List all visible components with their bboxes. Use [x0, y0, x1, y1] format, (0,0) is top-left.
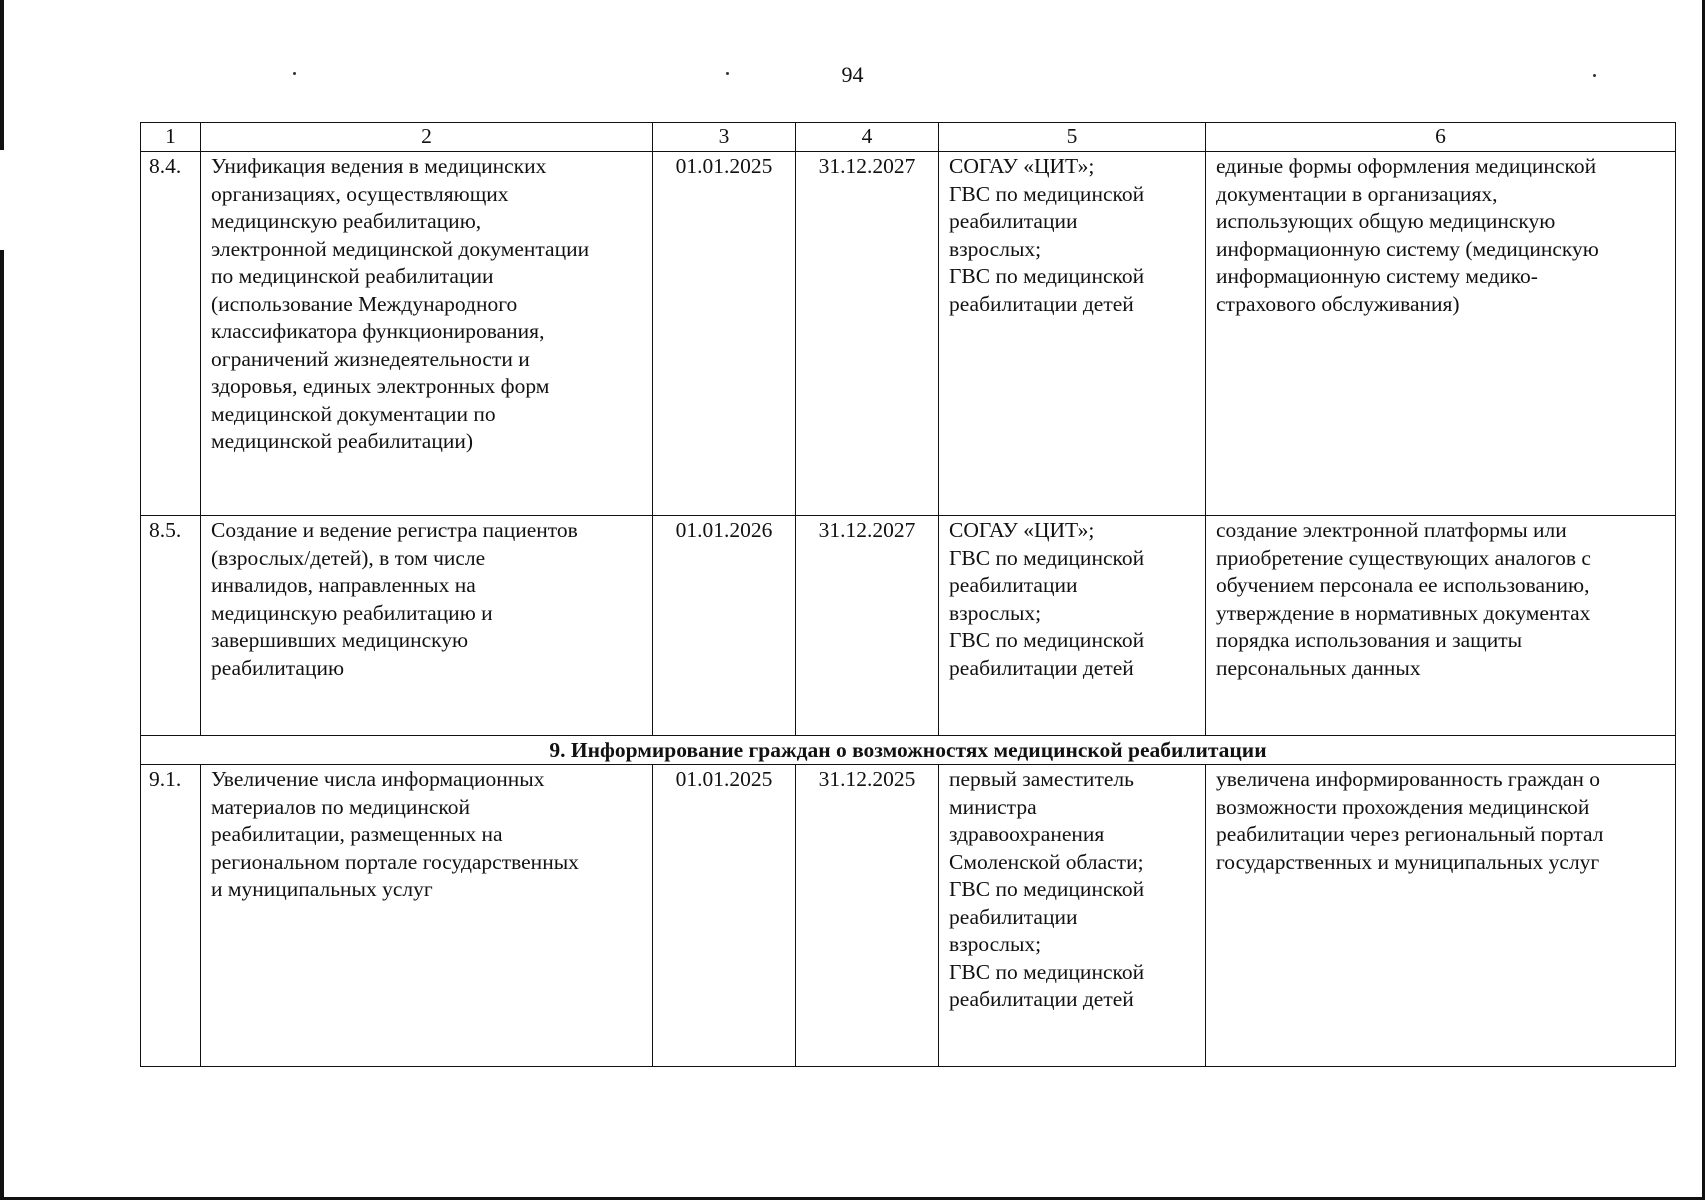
table-row	[141, 765, 1676, 1067]
end-date: 31.12.2027	[796, 516, 939, 736]
responsible-line: ГВС по медицинской	[949, 264, 1145, 288]
end-date: 31.12.2025	[796, 765, 939, 1067]
activity-line: (взрослых/детей), в том числе	[211, 545, 486, 570]
activity-cell	[201, 152, 653, 516]
section-title: 9. Информирование граждан о возможностях медицинской реабилитации	[141, 736, 1676, 765]
activity-line: реабилитации, размещенных на	[211, 822, 503, 846]
item-number: 8.4.	[141, 152, 201, 516]
responsible-line: первый заместитель	[949, 767, 1134, 791]
activity-line: и муниципальных услуг	[211, 877, 433, 901]
item-number: 9.1.	[141, 765, 201, 1067]
column-number: 1	[141, 123, 201, 152]
activity-line: по медицинской реабилитации	[211, 264, 494, 288]
responsible-line: здравоохранения	[949, 822, 1105, 846]
start-date: 01.01.2025	[653, 152, 796, 516]
result-line: документации в организациях,	[1216, 181, 1498, 206]
start-date: 01.01.2025	[653, 765, 796, 1067]
responsible-line: ГВС по медицинской	[949, 181, 1145, 206]
activity-line: электронной медицинской документации	[211, 236, 590, 261]
result-cell	[1206, 152, 1676, 516]
responsible-cell	[939, 765, 1206, 1067]
scan-edge-left	[0, 250, 4, 1200]
result-line: единые формы оформления медицинской	[1216, 154, 1597, 178]
result-line: информационную систему (медицинскую	[1216, 236, 1599, 261]
activity-line: региональном портале государственных	[211, 849, 579, 874]
activity-line: Унификация ведения в медицинских	[211, 154, 547, 178]
responsible-line: министра	[949, 794, 1037, 819]
result-line: использующих общую медицинскую	[1216, 209, 1556, 233]
activity-line: классификатора функционирования,	[211, 319, 545, 343]
activity-line: Увеличение числа информационных	[211, 767, 545, 791]
responsible-line: СОГАУ «ЦИТ»;	[949, 518, 1095, 542]
activity-cell	[201, 516, 653, 736]
result-line: увеличена информированность граждан о	[1216, 767, 1600, 791]
activity-line: здоровья, единых электронных форм	[211, 374, 550, 398]
result-line: информационную систему медико-	[1216, 264, 1538, 288]
activity-line: медицинскую реабилитацию и	[211, 600, 493, 625]
activity-line: Создание и ведение регистра пациентов	[211, 518, 578, 542]
result-line: создание электронной платформы или	[1216, 518, 1567, 542]
end-date: 31.12.2027	[796, 152, 939, 516]
column-number: 2	[201, 123, 653, 152]
responsible-line: ГВС по медицинской	[949, 959, 1145, 984]
activity-line: реабилитацию	[211, 655, 345, 680]
activity-cell	[201, 765, 653, 1067]
activity-line: медицинской документации по	[211, 401, 496, 426]
table-row	[141, 516, 1676, 736]
activity-line: организациях, осуществляющих	[211, 181, 509, 206]
start-date: 01.01.2026	[653, 516, 796, 736]
result-line: утверждение в нормативных документах	[1216, 600, 1591, 625]
responsible-line: взрослых;	[949, 236, 1042, 261]
plan-table	[140, 122, 1676, 1067]
result-line: приобретение существующих аналогов с	[1216, 545, 1591, 570]
table-row	[141, 152, 1676, 516]
activity-line: медицинской реабилитации)	[211, 429, 474, 453]
responsible-line: ГВС по медицинской	[949, 628, 1145, 652]
result-line: возможности прохождения медицинской	[1216, 794, 1590, 819]
result-line: государственных и муниципальных услуг	[1216, 849, 1600, 874]
activity-line: (использование Международного	[211, 291, 518, 316]
column-number: 6	[1206, 123, 1676, 152]
responsible-line: ГВС по медицинской	[949, 877, 1145, 901]
responsible-cell	[939, 516, 1206, 736]
result-line: обучением персонала ее использованию,	[1216, 573, 1590, 597]
responsible-line: реабилитации детей	[949, 291, 1134, 316]
responsible-line: реабилитации	[949, 209, 1078, 233]
activity-line: завершивших медицинскую	[211, 628, 469, 652]
result-line: страхового обслуживания)	[1216, 291, 1460, 316]
activity-line: ограничений жизнедеятельности и	[211, 346, 530, 371]
responsible-line: реабилитации детей	[949, 655, 1134, 680]
result-line: реабилитации через региональный портал	[1216, 822, 1604, 846]
result-cell	[1206, 516, 1676, 736]
column-number: 5	[939, 123, 1206, 152]
table-header-row	[141, 123, 1676, 152]
item-number: 8.5.	[141, 516, 201, 736]
column-number: 4	[796, 123, 939, 152]
result-cell	[1206, 765, 1676, 1067]
responsible-line: СОГАУ «ЦИТ»;	[949, 154, 1095, 178]
responsible-line: реабилитации	[949, 904, 1078, 929]
activity-line: инвалидов, направленных на	[211, 573, 476, 597]
responsible-line: реабилитации	[949, 573, 1078, 597]
responsible-line: взрослых;	[949, 600, 1042, 625]
section-row	[141, 736, 1676, 765]
responsible-line: взрослых;	[949, 932, 1042, 956]
activity-line: материалов по медицинской	[211, 794, 470, 819]
responsible-line: реабилитации детей	[949, 987, 1134, 1011]
responsible-cell	[939, 152, 1206, 516]
activity-line: медицинскую реабилитацию,	[211, 209, 482, 233]
result-line: персональных данных	[1216, 655, 1421, 680]
responsible-line: Смоленской области;	[949, 849, 1144, 874]
result-line: порядка использования и защиты	[1216, 628, 1523, 652]
page-number: 94	[841, 62, 864, 87]
responsible-line: ГВС по медицинской	[949, 545, 1145, 570]
column-number: 3	[653, 123, 796, 152]
